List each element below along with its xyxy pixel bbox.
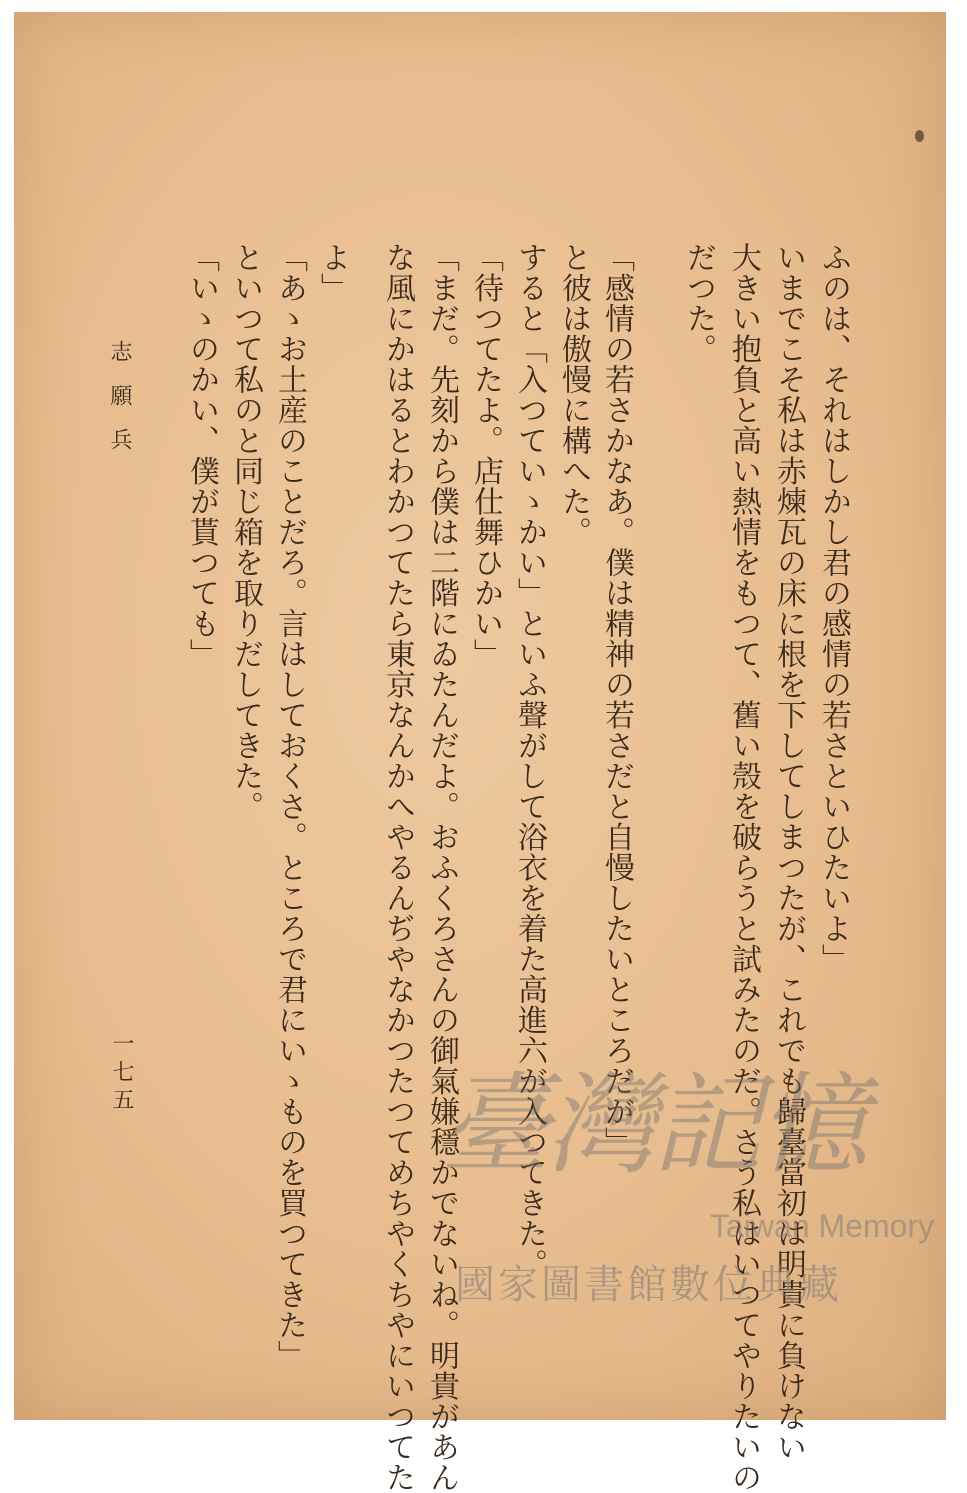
running-head: 志願兵 [107, 340, 132, 472]
text-column-8: 「待つてたよ。店仕舞ひかい」 [468, 242, 503, 669]
text-column-4: だつた。 [681, 242, 716, 364]
text-column-3: 大きい抱負と高い熱情をもつて、舊い殼を破らうと試みたのだ。さう私はいつてやりたいの [726, 242, 761, 1493]
text-column-2: いまでこそ私は赤煉瓦の床に根を下してしまつたが、これでも歸臺當初は明貴に負けない [771, 242, 806, 1462]
watermark-calligraphy: 臺灣記憶 [440, 1061, 864, 1189]
text-column-14: 「いゝのかい、僕が貰つても」 [184, 242, 219, 669]
page-number: 一七五 [109, 1032, 134, 1116]
text-column-9: 「まだ。先刻から僕は二階にゐたんだよ。おふくろさんの御氣嫌穩かでないね。明貴があん [424, 242, 459, 1493]
text-column-11: よ」 [315, 242, 350, 303]
watermark-chinese: 國家圖書館數位典藏 [455, 1262, 842, 1308]
text-column-1: ふのは、それはしかし君の感情の若さといひたいよ」 [816, 242, 851, 974]
text-column-10: な風にかはるとわかつてたら東京なんかへやるんぢやなかつたつてめちやくちやにいつてた [380, 242, 415, 1493]
watermark-english: Taiwan Memory [710, 1208, 935, 1244]
text-column-5: 「感情の若さかなあ。僕は精神の若さだと自慢したいところだが」 [599, 242, 634, 1157]
ink-spot [915, 130, 924, 142]
text-column-13: といつて私のと同じ箱を取りだしてきた。 [228, 242, 263, 822]
text-column-7: すると「入つていゝかい」といふ聲がして浴衣を着た高進六が入つてきた。 [512, 242, 547, 1279]
text-column-6: と彼は傲慢に構へた。 [556, 242, 591, 547]
text-column-12: 「あゝお土産のことだろ。言はしておくさ。ところで君にいゝものを買つてきた」 [272, 242, 307, 1371]
